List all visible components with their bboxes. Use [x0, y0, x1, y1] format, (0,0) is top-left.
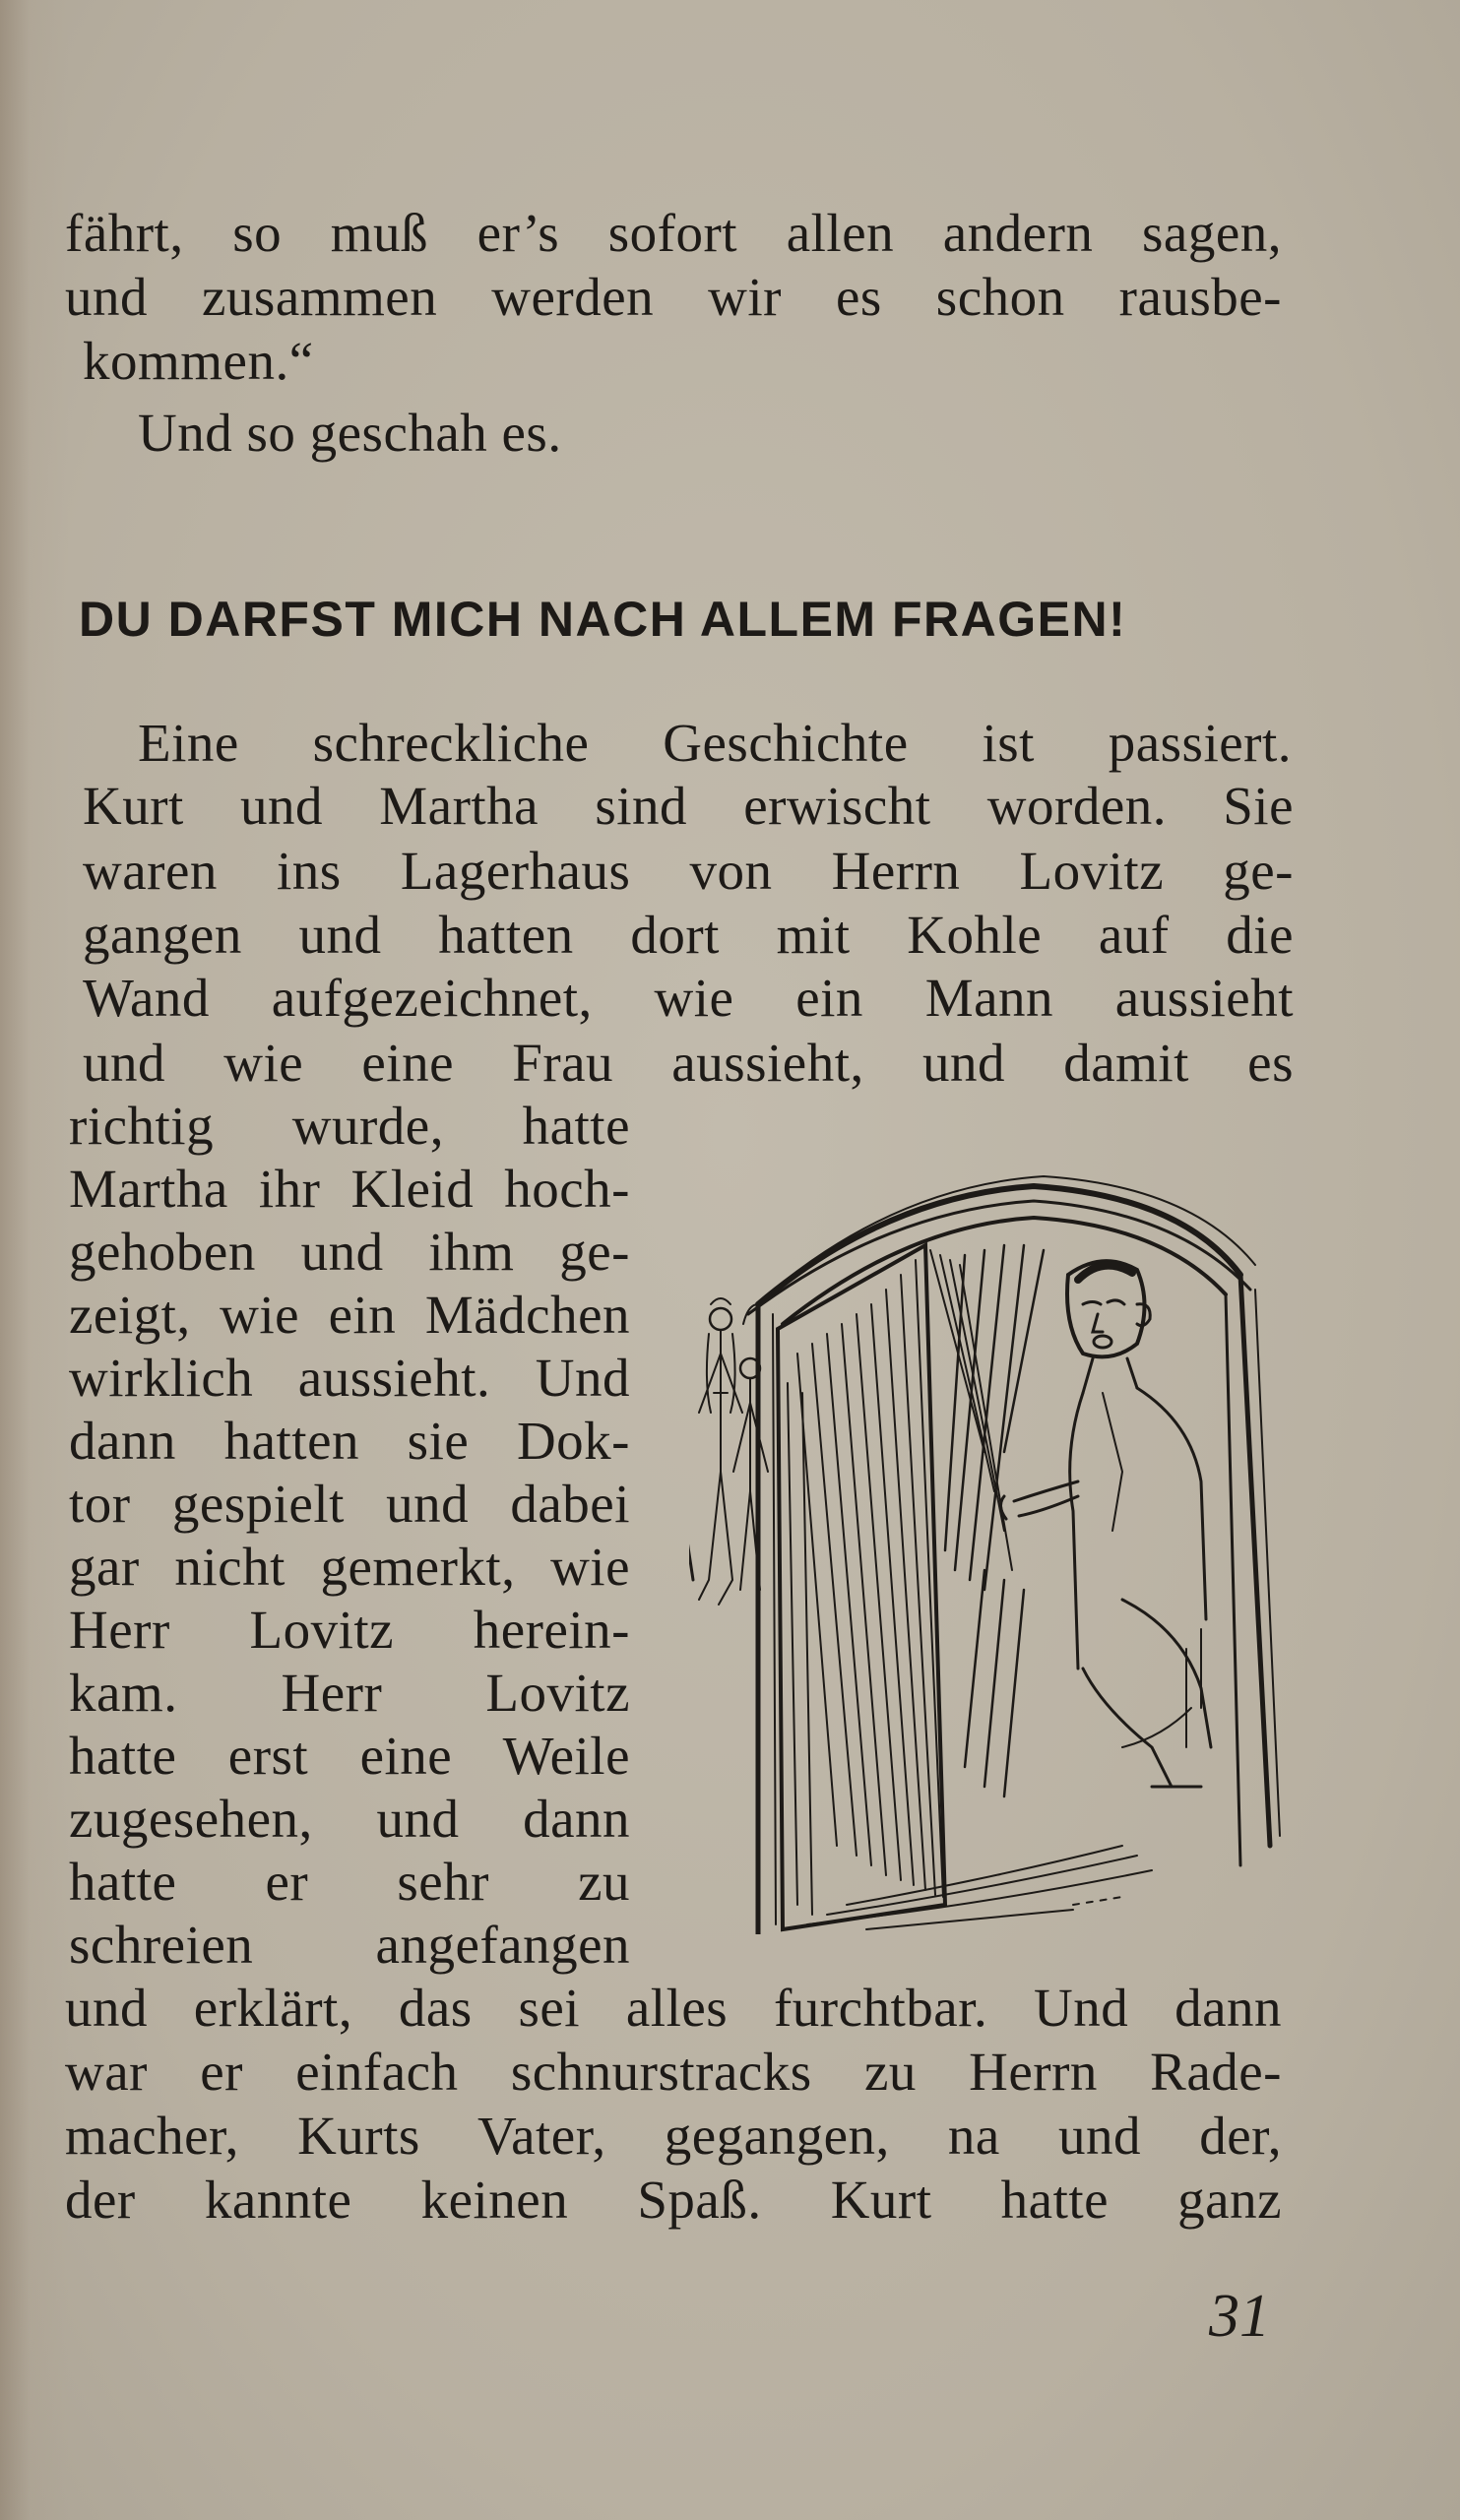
text-line: Kurt und Martha sind erwischt worden. Sie — [83, 776, 1294, 836]
text-line: zugesehen, und dann — [69, 1789, 630, 1849]
text-line: war er einfach schnurstracks zu Herrn Rade- — [65, 2042, 1282, 2102]
text-line: und wie eine Frau aussieht, und damit es — [83, 1033, 1294, 1093]
text-line: macher, Kurts Vater, gegangen, na und der, — [65, 2106, 1282, 2166]
text-line: hatte er sehr zu — [69, 1852, 630, 1912]
text-line: Eine schreckliche Geschichte ist passiert. — [138, 713, 1292, 773]
text-line: zeigt, wie ein Mädchen — [69, 1285, 630, 1345]
text-line: der kannte keinen Spaß. Kurt hatte ganz — [65, 2170, 1282, 2230]
text-line: schreien angefangen — [69, 1915, 630, 1975]
text-line: und zusammen werden wir es schon rausbe- — [65, 267, 1282, 327]
text-line: kommen.“ — [83, 331, 314, 391]
text-line: waren ins Lagerhaus von Herrn Lovitz ge- — [83, 841, 1294, 901]
text-line: fährt, so muß er’s sofort allen andern sagen, — [65, 203, 1282, 263]
text-line: kam. Herr Lovitz — [69, 1663, 630, 1723]
text-line: gangen und hatten dort mit Kohle auf die — [83, 905, 1294, 965]
text-line: tor gespielt und dabei — [69, 1474, 630, 1534]
text-line: hatte erst eine Weile — [69, 1726, 630, 1786]
text-line: und erklärt, das sei alles furchtbar. Und dann — [65, 1978, 1282, 2038]
text-line: Wand aufgezeichnet, wie ein Mann aussieht — [83, 968, 1294, 1028]
text-line: wirklich aussieht. Und — [69, 1348, 630, 1408]
text-line: Herr Lovitz herein- — [69, 1600, 630, 1660]
text-line: gar nicht gemerkt, wie — [69, 1537, 630, 1597]
page-number: 31 — [1209, 2283, 1270, 2350]
doorway-illustration — [689, 1157, 1300, 1934]
text-line: gehoben und ihm ge- — [69, 1222, 630, 1282]
text-line: Martha ihr Kleid hoch- — [69, 1159, 630, 1219]
text-line: dann hatten sie Dok- — [69, 1411, 630, 1471]
text-line: Und so geschah es. — [138, 403, 562, 463]
section-heading: DU DARFST MICH NACH ALLEM FRAGEN! — [79, 592, 1127, 647]
text-line: richtig wurde, hatte — [69, 1096, 630, 1156]
